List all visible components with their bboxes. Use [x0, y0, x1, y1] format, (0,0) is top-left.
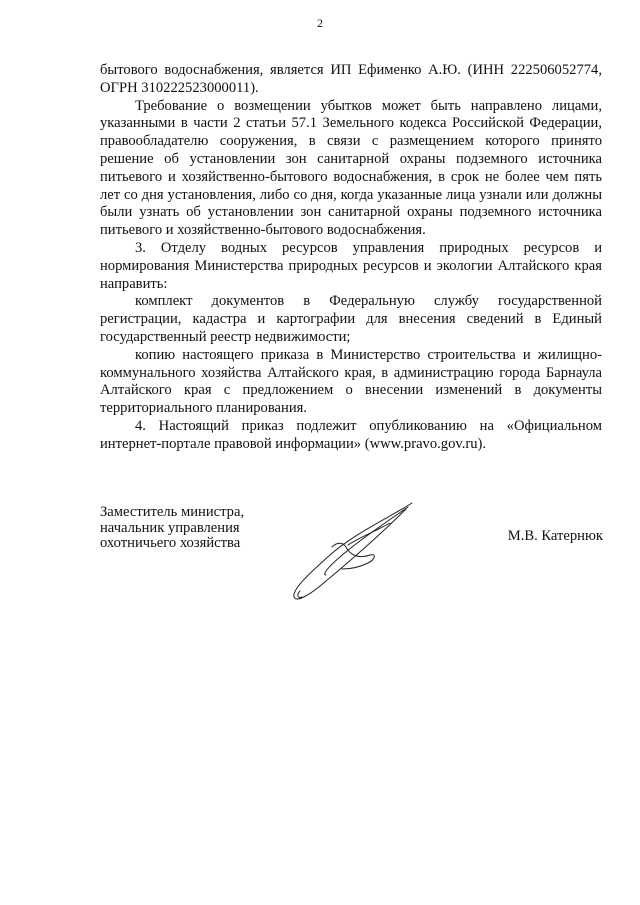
signer-position — [100, 505, 244, 552]
signer-position-line: охотничьего хозяйства — [100, 535, 241, 551]
page-number: 2 — [317, 16, 323, 30]
signer-name: М.В. Катернюк — [507, 528, 603, 544]
paragraph-continuation: бытового водоснабжения, является ИП Ефименко А.Ю. (ИНН 222506052774, ОГРН 310222523000011). — [100, 62, 602, 96]
paragraph-item-3-copy: копию настоящего приказа в Министерство строительства и жилищно-коммунального хозяйства Алтайского края, в администрацию города Барнаула Алтайского края с предложением о внесении изменений в документы территориального планирования. — [100, 346, 602, 417]
paragraph-item-4: 4. Настоящий приказ подлежит опубликованию на «Официальном интернет-портале правовой информации» (www.pravo.gov.ru). — [100, 417, 602, 452]
paragraph-item-3: 3. Отделу водных ресурсов управления природных ресурсов и нормирования Министерства природных ресурсов и экологии Алтайского края направить: — [100, 239, 602, 292]
paragraph-compensation: Требование о возмещении убытков может быть направлено лицами, указанными в части 2 статьи 57.1 Земельного кодекса Российской Федерации, правообладателю сооружения, в связи с размещением которого принято решение об установлении зон санитарной охраны подземного источника питьевого и хозяйственно-бытового водоснабжения, в срок не более чем пять лет со дня установления, либо со дня, когда указанные лица узнали или должны были узнать об установлении зон санитарной охраны подземного источника питьевого и хозяйственно-бытового водоснабжения. — [100, 97, 602, 239]
paragraph-item-3-documents: комплект документов в Федеральную службу государственной регистрации, кадастра и картографии для внесения сведений в Единый государственный реестр недвижимости; — [100, 293, 602, 345]
document-body — [100, 62, 602, 454]
signer-position-line: Заместитель министра, — [100, 504, 245, 520]
handwritten-signature-icon — [280, 495, 420, 605]
signer-position-line: начальник управления — [100, 519, 240, 536]
